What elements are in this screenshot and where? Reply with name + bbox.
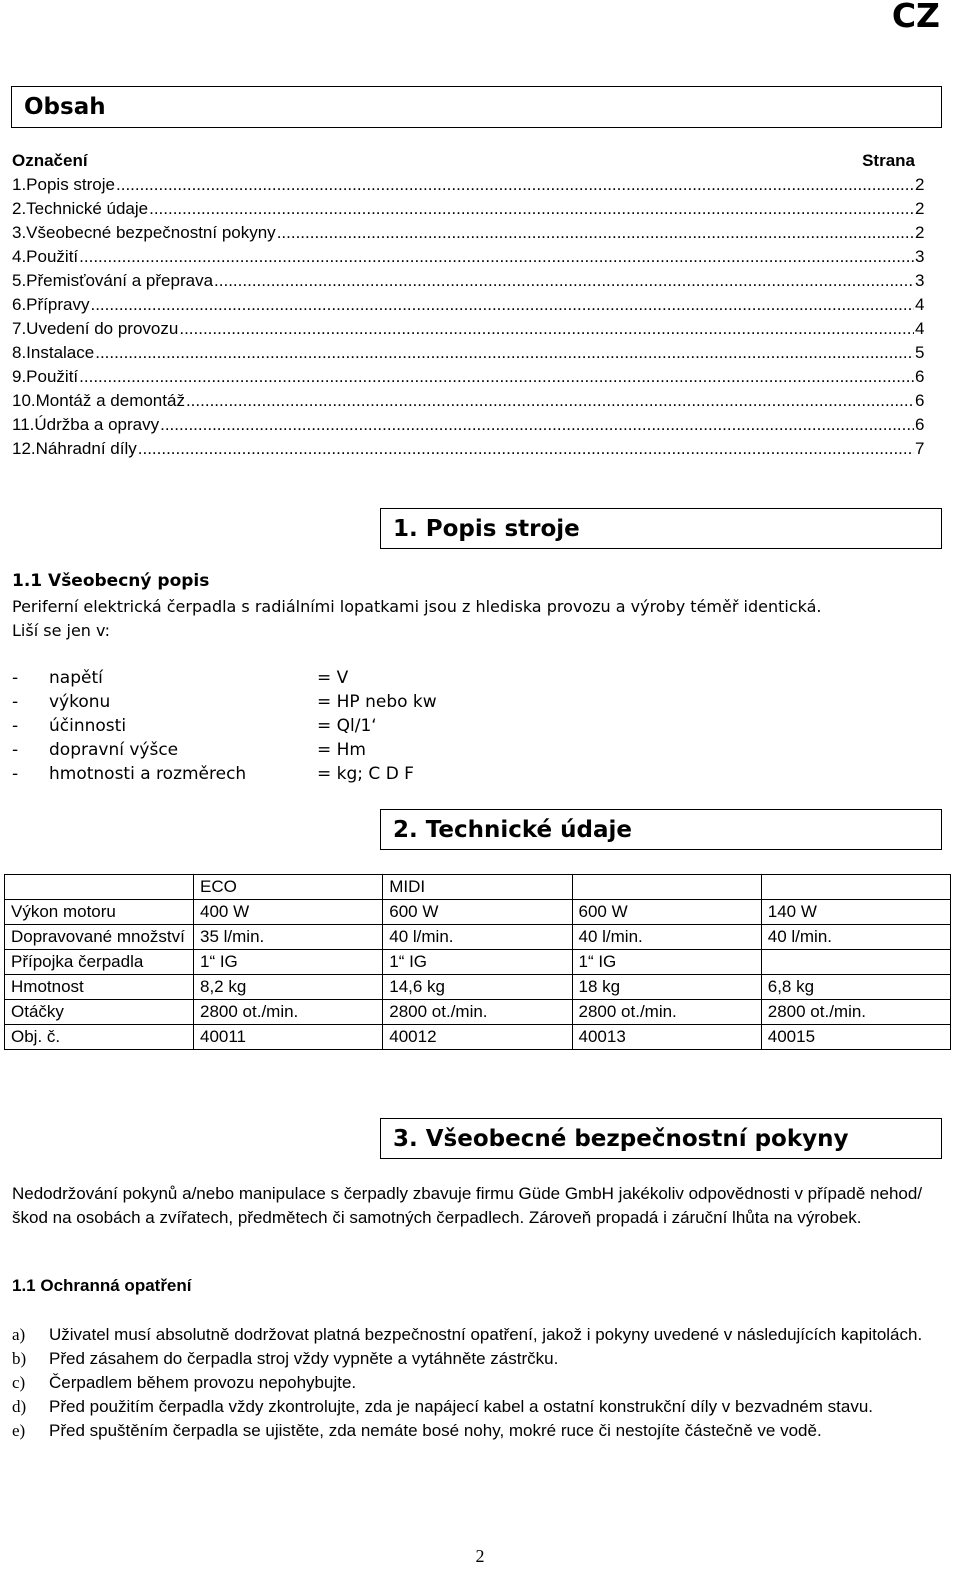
spec-value: = V <box>317 668 349 688</box>
spec-item <box>12 666 437 690</box>
section1-title-box <box>380 508 942 549</box>
toc-leader-dots <box>179 317 914 341</box>
table-row <box>5 975 951 1000</box>
toc-item-label: 7.Uvedení do provozu <box>12 319 179 338</box>
toc-leader-dots <box>138 437 914 461</box>
table-row <box>5 1000 951 1025</box>
table-cell: 1“ IG <box>383 950 572 975</box>
toc-item-page: 2 <box>915 199 925 218</box>
toc-item-label: 1.Popis stroje <box>12 175 115 194</box>
toc-item-label: 6.Přípravy <box>12 295 90 314</box>
toc-leader-dots <box>149 197 914 221</box>
table-cell: 40 l/min. <box>572 925 761 950</box>
table-cell <box>5 875 194 900</box>
table-cell: 2800 ot./min. <box>194 1000 383 1025</box>
table-cell: 8,2 kg <box>194 975 383 1000</box>
table-cell: 6,8 kg <box>761 975 950 1000</box>
table-row <box>5 925 951 950</box>
toc-item-label: 4.Použití <box>12 247 79 266</box>
toc-item-label: 12.Náhradní díly <box>12 439 137 458</box>
section1-title: 1. Popis stroje <box>393 515 580 542</box>
table-cell: Otáčky <box>5 1000 194 1025</box>
table-of-contents <box>12 149 925 461</box>
table-cell: 1“ IG <box>194 950 383 975</box>
table-cell: 40 l/min. <box>383 925 572 950</box>
spec-name: dopravní výšce <box>49 740 179 760</box>
spec-dash: - <box>12 692 19 712</box>
table-cell: 40011 <box>194 1025 383 1050</box>
list-marker: c) <box>12 1373 26 1392</box>
table-cell: 40 l/min. <box>761 925 950 950</box>
toc-item <box>12 245 925 269</box>
toc-leader-dots <box>116 173 914 197</box>
table-cell: Přípojka čerpadla <box>5 950 194 975</box>
table-cell <box>761 875 950 900</box>
toc-item-page: 2 <box>915 175 925 194</box>
toc-item-label: 2.Technické údaje <box>12 199 149 218</box>
toc-item-page: 6 <box>915 391 925 410</box>
spec-name: hmotnosti a rozměrech <box>49 764 247 784</box>
spec-name: napětí <box>49 668 103 688</box>
toc-item-page: 3 <box>915 247 925 266</box>
section3-intro: Nedodržování pokynů a/nebo manipulace s čerpadly zbavuje firmu Güde GmbH jakékoliv odpovědnosti v případě nehod/škod na osobách a zvířatech, předmětech či samotných čerpadlech. Zároveň propadá i záruční lhůta na výrobek. <box>12 1184 923 1227</box>
toc-item-page: 5 <box>915 343 925 362</box>
list-item <box>12 1347 942 1371</box>
language-code: CZ <box>891 0 940 35</box>
toc-col-label: Označení <box>12 151 88 170</box>
section2-title-box <box>380 809 942 850</box>
spec-value: = Ql/1‘ <box>317 716 377 736</box>
spec-dash: - <box>12 668 19 688</box>
list-item <box>12 1323 942 1347</box>
table-row <box>5 1025 951 1050</box>
spec-dash: - <box>12 716 19 736</box>
toc-item <box>12 221 925 245</box>
section1-para1: Periferní elektrická čerpadla s radiálními lopatkami jsou z hlediska provozu a výroby téměř identická. <box>12 597 822 616</box>
spec-item <box>12 738 437 762</box>
toc-item-page: 6 <box>915 415 925 434</box>
toc-leader-dots <box>90 293 914 317</box>
section1-para2: Liší se jen v: <box>12 621 110 640</box>
toc-leader-dots <box>79 365 914 389</box>
table-cell: 400 W <box>194 900 383 925</box>
toc-item <box>12 413 925 437</box>
toc-item <box>12 365 925 389</box>
toc-leader-dots <box>214 269 914 293</box>
toc-item-page: 2 <box>915 223 925 242</box>
spec-dash: - <box>12 740 19 760</box>
toc-header <box>12 149 915 173</box>
section3-subtitle: 1.1 Ochranná opatření <box>12 1276 192 1295</box>
toc-item-label: 8.Instalace <box>12 343 95 362</box>
toc-item-label: 3.Všeobecné bezpečnostní pokyny <box>12 223 276 242</box>
table-cell: 2800 ot./min. <box>761 1000 950 1025</box>
contents-title-box <box>11 86 942 128</box>
toc-item-label: 9.Použití <box>12 367 79 386</box>
table-cell: 2800 ot./min. <box>572 1000 761 1025</box>
table-cell <box>572 875 761 900</box>
section2-title: 2. Technické údaje <box>393 816 633 843</box>
list-marker: e) <box>12 1421 26 1440</box>
toc-item <box>12 173 925 197</box>
spec-item <box>12 690 437 714</box>
spec-value: = HP nebo kw <box>317 692 437 712</box>
safety-list <box>12 1323 942 1443</box>
toc-leader-dots <box>79 245 914 269</box>
table-cell: 40013 <box>572 1025 761 1050</box>
table-row <box>5 900 951 925</box>
toc-item <box>12 293 925 317</box>
toc-item <box>12 269 925 293</box>
table-cell: 40015 <box>761 1025 950 1050</box>
section1-subtitle: 1.1 Všeobecný popis <box>12 571 210 591</box>
toc-leader-dots <box>160 413 914 437</box>
table-cell: MIDI <box>383 875 572 900</box>
list-text: Čerpadlem během provozu nepohybujte. <box>49 1373 357 1392</box>
page-number: 2 <box>475 1546 485 1566</box>
spec-item <box>12 762 437 786</box>
toc-item-label: 11.Údržba a opravy <box>12 415 160 434</box>
table-cell: Dopravované množství <box>5 925 194 950</box>
toc-items <box>12 173 925 461</box>
technical-data-table <box>4 874 951 1050</box>
section3-title: 3. Všeobecné bezpečnostní pokyny <box>393 1125 849 1152</box>
table-cell: 14,6 kg <box>383 975 572 1000</box>
table-cell: 600 W <box>383 900 572 925</box>
list-text: Uživatel musí absolutně dodržovat platná bezpečnostní opatření, jakož i pokyny uvedené v následujících kapitolách. <box>49 1325 923 1344</box>
spec-item <box>12 714 437 738</box>
table-cell: 1“ IG <box>572 950 761 975</box>
toc-item <box>12 437 925 461</box>
toc-item-page: 4 <box>915 319 925 338</box>
list-item <box>12 1395 942 1419</box>
toc-item <box>12 341 925 365</box>
table-cell: Obj. č. <box>5 1025 194 1050</box>
spec-value: = Hm <box>317 740 366 760</box>
section1-description <box>12 595 952 643</box>
table-cell: 600 W <box>572 900 761 925</box>
toc-item <box>12 197 925 221</box>
list-item <box>12 1371 942 1395</box>
toc-item-label: 5.Přemisťování a přeprava <box>12 271 214 290</box>
toc-leader-dots <box>277 221 914 245</box>
spec-value: = kg; C D F <box>317 764 414 784</box>
table-cell: 18 kg <box>572 975 761 1000</box>
toc-item-page: 6 <box>915 367 925 386</box>
table-cell: Výkon motoru <box>5 900 194 925</box>
spec-name: účinnosti <box>49 716 127 736</box>
table-cell: 2800 ot./min. <box>383 1000 572 1025</box>
list-marker: a) <box>12 1325 26 1344</box>
section3-title-box <box>380 1118 942 1159</box>
contents-title: Obsah <box>24 94 106 120</box>
toc-item <box>12 317 925 341</box>
list-marker: d) <box>12 1397 27 1416</box>
list-marker: b) <box>12 1349 27 1368</box>
table-cell: ECO <box>194 875 383 900</box>
toc-item-page: 4 <box>915 295 925 314</box>
toc-item-page: 3 <box>915 271 925 290</box>
table-cell: 140 W <box>761 900 950 925</box>
list-text: Před použitím čerpadla vždy zkontrolujte, zda je napájecí kabel a ostatní konstrukční díly v bezvadném stavu. <box>49 1397 873 1416</box>
spec-list <box>12 666 437 786</box>
table-cell: 35 l/min. <box>194 925 383 950</box>
toc-col-page: Strana <box>862 151 915 170</box>
toc-leader-dots <box>95 341 914 365</box>
table-cell: Hmotnost <box>5 975 194 1000</box>
toc-item-label: 10.Montáž a demontáž <box>12 391 185 410</box>
table-cell <box>761 950 950 975</box>
table-header-row <box>5 875 951 900</box>
toc-leader-dots <box>186 389 914 413</box>
spec-name: výkonu <box>49 692 111 712</box>
list-item <box>12 1419 942 1443</box>
table-cell: 40012 <box>383 1025 572 1050</box>
list-text: Před zásahem do čerpadla stroj vždy vypněte a vytáhněte zástrčku. <box>49 1349 559 1368</box>
toc-item <box>12 389 925 413</box>
table-row <box>5 950 951 975</box>
spec-dash: - <box>12 764 19 784</box>
list-text: Před spuštěním čerpadla se ujistěte, zda nemáte bosé nohy, mokré ruce či nestojíte částečně ve vodě. <box>49 1421 822 1440</box>
toc-item-page: 7 <box>915 439 925 458</box>
